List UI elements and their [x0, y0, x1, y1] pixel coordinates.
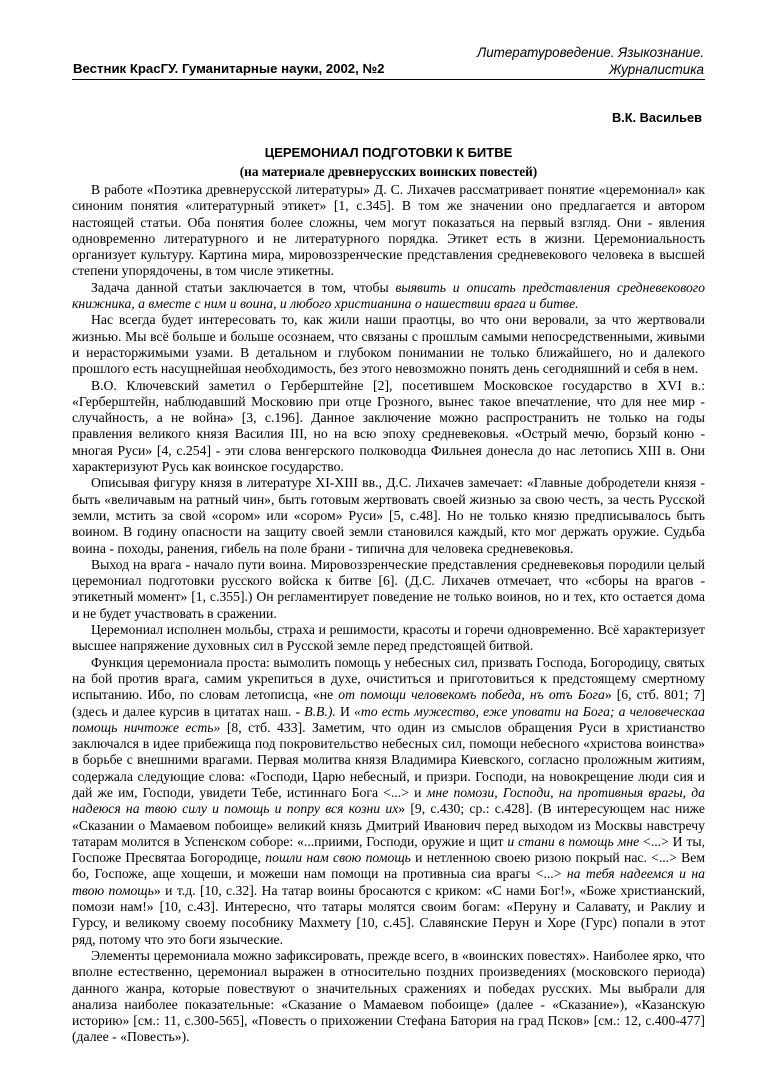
text-run: Описывая фигуру князя в литературе XI-XIII вв., Д.С. Лихачев замечает: «Главные добродетели князя - быть «величавым на ратный чин», быть готовым жертвовать своей жизнью за свою честь, за честь Русской земли, мстить за свой «сором» или «сором» Руси» [5, с.48]. Но не только князю предписывалось быть воином. В годину опасности на защиту своей земли становился каждый, кто мог держать оружие. Судьба воина - походы, ранения, гибель на поле брани - типична для человека средневековья.	[72, 475, 705, 556]
text-run: В работе «Поэтика древнерусской литературы» Д. С. Лихачев рассматривает понятие «церемониал» как синоним понятия «литературный этикет» [1, с.345]. В том же значении оно предлагается и автором настоящей статьи. Оба понятия более сложны, чем могут показаться на первый взгляд. Они - явления одновременно литературного и не литературного порядка. Этикет есть в жизни. Церемониальность организует культуру. Картина мира, мировоззренческие представления средневекового человека в высшей степени упорядочены, в том числе этикетны.	[72, 182, 705, 279]
article-body	[72, 182, 705, 1046]
text-run: » и т.д. [10, с.32]. На татар воины бросаются с криком: «С нами Бог!», «Боже христианский, помози нам!» [10, с.43]. Интересно, что татары молятся своим богам: «Перуну и Салавату, и Раклиу и Гурсу, и великому своему пособнику Махмету [10, с.45]. Славянские Перун и Хоре (Гурс) попали в этот ряд, потому что это боги языческие.	[72, 882, 706, 947]
italic-run: пошли нам свою помощь	[265, 850, 411, 866]
text-run: Элементы церемониала можно зафиксировать, прежде всего, в «воинских повестях». Наиболее ярко, что вполне естественно, церемониал выражен в относительно поздних произведениях (московского периода) данного жанра, которые повествуют о значительных сражениях и победах русских. Мы выбрали для анализа наиболее показательные: «Сказание о Мамаевом побоище» (далее - «Сказание»), «Казанскую историю» [см.: 11, с.300-565], «Повесть о прихожении Стефана Батория на град Псков» [см.: 12, с.400-477] (далее - «Повесть»).	[72, 947, 705, 1045]
body-paragraph	[72, 557, 705, 622]
body-paragraph	[72, 948, 705, 1046]
text-run: И	[335, 703, 355, 719]
text-run: Нас всегда будет интересовать то, как жили наши праотцы, во что они веровали, за что жертвовали жизнью. Мы всё больше и больше осознаем, что связаны с прошлым самыми непосредственными, живыми и нерасторжимыми узами. В детальном и глубоком понимании не только ближайшего, но и далекого прошлого есть насущнейшая необходимость, без этого невозможно понять день сегодняшний и себя в нем.	[72, 312, 705, 377]
text-run: Церемониал исполнен мольбы, страха и решимости, красоты и горечи одновременно. Всё характеризует высшее напряжение духовных сил в Русской земле перед предстоящей битвой.	[72, 622, 705, 654]
header-divider	[72, 79, 705, 80]
body-paragraph	[72, 312, 705, 377]
text-run: » [9, с.430; ср.: с.428]. (В интересующем нас ниже «Сказании о Мамаевом побоище» великий князь Дмитрий Иванович перед выходом из Москвы навстречу татарам молится в Успенском соборе: «...приими, Господи, оружие и щит	[72, 801, 705, 849]
author-name: В.К. Васильев	[611, 110, 702, 125]
text-run: » [6, стб. 801; 7] (здесь и далее курсив в цитатах наш. -	[72, 687, 705, 719]
text-run: [8, стб. 433]. Заметим, что один из смыслов обращения Руси в христианство заключался в идее прибежища под покровительство небесных сил, помощи небесного «христова воинства» в борьбе с внешними врагами. Первая молитва князя Владимира Киевского, согласно проложным житиям, содержала следующие слова: «Господи, Царю небесный, и призри. Господи, на новокрещение люди сия и дай же им, Господи, увидети Тебе, истиннаго Бога <...> и	[72, 719, 705, 800]
body-paragraph	[72, 182, 705, 280]
journal-header: Вестник КрасГУ. Гуманитарные науки, 2002, №2	[73, 61, 385, 76]
text-run: и нетленною своею ризою покрый нас. <...> Вем бо, Госпоже, аще хощеши, и можеши нам помощи на противныа сиа врагы <...>	[72, 850, 705, 882]
body-paragraph	[72, 378, 705, 476]
italic-run: выявить и описать представления средневекового книжника, а вместе с ним и воина, и любого христианина о нашествии врага и битве.	[72, 279, 705, 312]
italic-run: и стани в помощь мне	[507, 833, 640, 849]
italic-run: на тебя надеемся и на твою помощь	[72, 866, 705, 898]
italic-run: В.В.).	[304, 703, 336, 719]
text-run: Выход на врага - начало пути воина. Мировоззренческие представления средневековья породили целый церемониал подготовки русского войска к битве [6]. (Д.С. Лихачев отмечает, что «сборы на врагов - этикетный момент» [1, с.355].) Он регламентирует поведение не только воинов, но и тех, кто остается дома и не будет участвовать в сражении.	[72, 556, 705, 621]
body-paragraph	[72, 655, 705, 948]
text-run: В.О. Ключевский заметил о Герберштейне [2], посетившем Московское государство в XVI в.: «Герберштейн, наблюдавший Московию при отце Грозного, вынес такое впечатление, что для нее мир - случайность, а не война» [3, с.196]. Данное заключение можно распространить не только на годы правления великого князя Василия III, но на всю эпоху средневековья. «Острый мечю, борзый коню - многая Руси» [4, с.254] - эти слова венгерского полководца Фильнея донесла до нас летопись XIII в. Они характеризуют Русь как воинское государство.	[72, 377, 705, 475]
section-header-line2: Журналистика	[608, 62, 704, 77]
article-subtitle: (на материале древнерусских воинских повестей)	[239, 164, 538, 179]
text-run: Функция церемониала проста: вымолить помощь у небесных сил, призвать Господа, Богородицу, святых на бой против врага, самим укрепиться в духе, очиститься и приготовиться к предстоящему смертному испытанию. Ибо, по словам летописца, «не	[72, 654, 705, 703]
body-paragraph	[72, 622, 705, 655]
text-run: <...> И ты, Госпоже Пресвятаа Богородице,	[72, 833, 705, 866]
article-title: ЦЕРЕМОНИАЛ ПОДГОТОВКИ К БИТВЕ	[264, 145, 513, 160]
italic-run: «то есть мужество, еже уповати на Бога; а человеческаа помощь ничтоже есть»	[72, 703, 705, 735]
body-paragraph	[72, 475, 705, 556]
italic-run: мне помози, Господи, на противныя врагы, да надеюся на твою силу и помощь и попру вся козни их	[72, 784, 705, 817]
body-paragraph	[72, 280, 705, 313]
text-run: Задача данной статьи заключается в том, чтобы	[91, 279, 396, 295]
italic-run: от помощи человекомъ победа, нъ отъ Бога	[338, 687, 605, 703]
section-header-line1: Литературоведение. Языкознание.	[477, 45, 704, 60]
section-header	[470, 44, 704, 78]
